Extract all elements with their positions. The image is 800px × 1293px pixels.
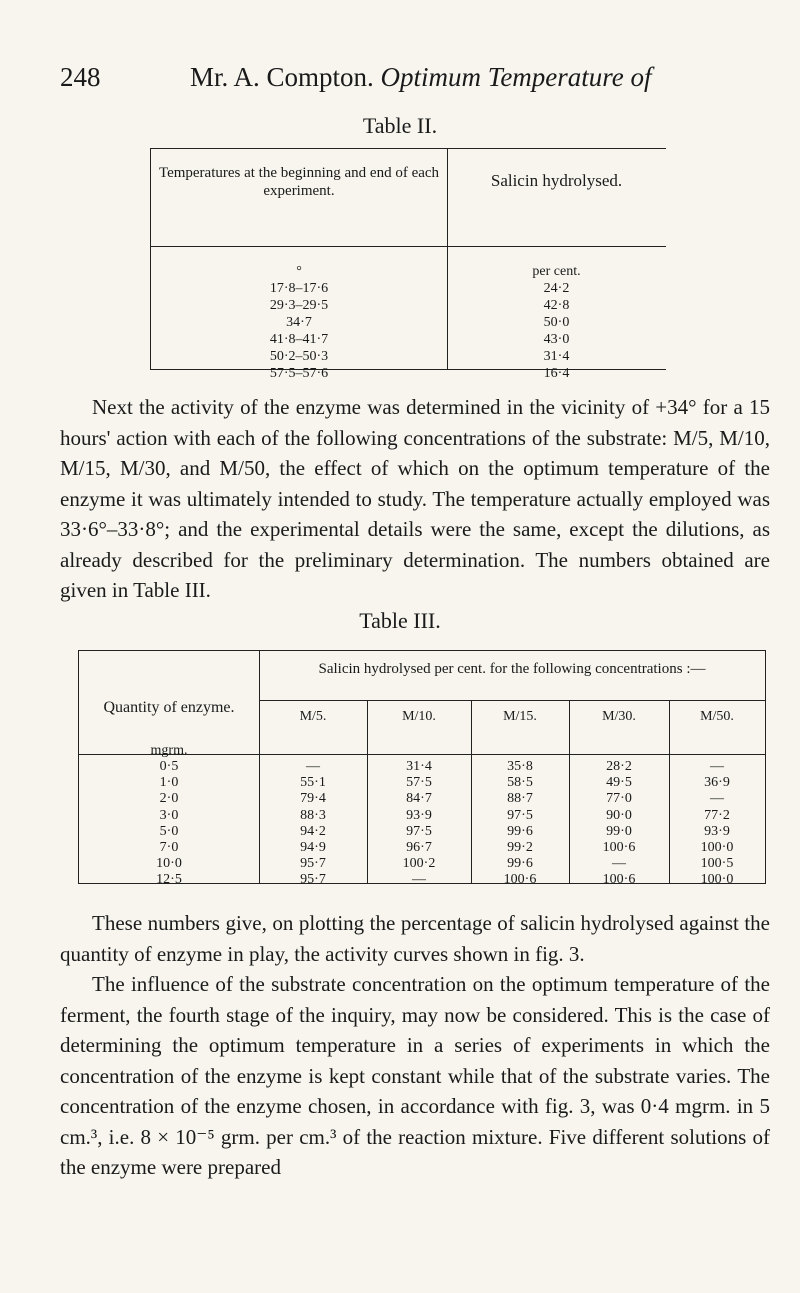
table2-col-temperatures — [151, 263, 447, 382]
table3-cell: 100·6 — [602, 872, 636, 888]
table3-cell: — — [306, 759, 320, 774]
paragraph-1-text: Next the activity of the enzyme was determined in the vicinity of +34° for a 15 hours' action with each of the following concentrations of the substrate: M/5, M/10, M/15, M/30, and M/50, the effect of which on the optimum temperature of the enzyme it was ultimately intended to study. The temperature actually employed was 33·6°–33·8°; and the experimental details were the same, except the dilutions, as already described for the preliminary determination. The numbers obtained are given in Table III. — [60, 395, 770, 602]
table2-cell: 34·7 — [286, 315, 312, 330]
table3-cell: 2·0 — [159, 791, 179, 807]
table3-cell: — — [710, 759, 724, 774]
table3-cell: 100·0 — [700, 872, 734, 888]
table2-cell: 31·4 — [543, 349, 570, 364]
table3-col-header: M/10. — [402, 709, 436, 724]
table3-cell: 88·7 — [507, 791, 533, 807]
table3-cell: 55·1 — [300, 775, 326, 791]
paragraph-2-3 — [60, 908, 770, 1183]
table3-cell: 7·0 — [159, 839, 179, 855]
table3-cell: 57·5 — [406, 775, 432, 791]
table3-cell: 93·9 — [704, 823, 730, 839]
table3-col-m5 — [259, 759, 367, 889]
table3-rule — [259, 700, 765, 701]
table3-cell: 100·2 — [402, 856, 436, 872]
table3-cell: 5·0 — [159, 823, 179, 839]
table2-cell: 24·2 — [543, 281, 570, 296]
table3-cell: 99·6 — [507, 823, 533, 839]
table3-cell: 84·7 — [406, 791, 432, 807]
table2-cell: 17·8–17·6 — [269, 281, 329, 296]
table2-cell: 16·4 — [543, 366, 570, 381]
page-header — [0, 62, 800, 102]
table2-cell: 29·3–29·5 — [269, 298, 329, 313]
table3-col-m30 — [569, 759, 669, 889]
table2-col-salicin — [447, 263, 666, 382]
table3-cell: 28·2 — [606, 759, 632, 774]
table3-cell: — — [412, 872, 426, 888]
table3-cell: 96·7 — [406, 839, 432, 855]
table2-unit-degree: ° — [296, 264, 302, 279]
table2-header-salicin: Salicin hydrolysed. — [490, 171, 623, 190]
table3-cell: 12·5 — [156, 872, 182, 888]
table3 — [78, 650, 766, 888]
table3-unit: mgrm. — [150, 743, 188, 758]
paragraph-1 — [60, 392, 770, 606]
table2-cell: 57·5–57·6 — [269, 366, 329, 381]
table2-unit-percent: per cent. — [532, 264, 581, 279]
running-head-title: Optimum Temperature of — [380, 62, 652, 92]
table2 — [150, 148, 666, 381]
table3-cell: 88·3 — [300, 807, 326, 823]
table3-cell: 97·5 — [507, 807, 533, 823]
table2-cell: 50·0 — [543, 315, 570, 330]
table3-cell: 94·2 — [300, 823, 326, 839]
table3-caption: Table III. — [359, 608, 441, 633]
table3-cell: 99·2 — [507, 839, 533, 855]
table3-cell: 35·8 — [507, 759, 533, 774]
table3-cell: 10·0 — [156, 856, 182, 872]
page-number: 248 — [60, 62, 101, 92]
table3-cell: 100·6 — [602, 839, 636, 855]
table3-cell: 90·0 — [606, 807, 632, 823]
table3-cell: 95·7 — [300, 872, 326, 888]
table3-col-header: M/30. — [602, 709, 636, 724]
table2-rule — [151, 246, 666, 247]
table3-cell: 95·7 — [300, 856, 326, 872]
table3-col-quantity — [79, 759, 259, 889]
table3-cell: 100·0 — [700, 839, 734, 855]
table2-cell: 50·2–50·3 — [269, 349, 329, 364]
table3-cell: — — [612, 856, 626, 872]
table3-cell: 31·4 — [406, 759, 432, 774]
table3-col-header: M/15. — [503, 709, 537, 724]
table3-cell: 99·6 — [507, 856, 533, 872]
table2-cell: 43·0 — [543, 332, 570, 347]
table3-col-m15 — [471, 759, 569, 889]
table3-cell: 0·5 — [159, 759, 179, 774]
table3-cell: 94·9 — [300, 839, 326, 855]
table3-cell: 79·4 — [300, 791, 326, 807]
table3-cell: 3·0 — [159, 807, 179, 823]
table3-cell: 97·5 — [406, 823, 432, 839]
running-head — [190, 62, 652, 93]
table2-cell: 42·8 — [543, 298, 570, 313]
table2-header-temperatures: Temperatures at the beginning and end of each experiment. — [158, 165, 440, 199]
table3-cell: 77·0 — [606, 791, 632, 807]
table2-caption: Table II. — [362, 113, 438, 138]
table3-col-header: M/5. — [299, 709, 327, 724]
table3-cell: 58·5 — [507, 775, 533, 791]
running-head-author: Mr. A. Compton. — [190, 62, 374, 92]
table3-cell: 1·0 — [159, 775, 179, 791]
table3-header-quantity: Quantity of enzyme. — [103, 699, 235, 716]
table3-cell: 77·2 — [704, 807, 730, 823]
table3-cell: 36·9 — [704, 775, 730, 791]
table3-cell: 100·6 — [503, 872, 537, 888]
table3-cell: 93·9 — [406, 807, 432, 823]
paragraph-2-text: These numbers give, on plotting the percentage of salicin hydrolysed against the quantity of enzyme in play, the activity curves shown in fig. 3. — [60, 911, 770, 966]
table3-col-m50 — [669, 759, 765, 889]
table3-cell: 49·5 — [606, 775, 632, 791]
table3-col-m10 — [367, 759, 471, 889]
table3-col-header: M/50. — [700, 709, 734, 724]
table3-header-span: Salicin hydrolysed per cent. for the following concentrations :— — [318, 661, 706, 677]
table2-cell: 41·8–41·7 — [269, 332, 329, 347]
paragraph-3-text: The influence of the substrate concentration on the optimum temperature of the ferment, the fourth stage of the inquiry, may now be considered. This is the case of determining the optimum temperature in a series of experiments in which the concentration of the enzyme is kept constant while that of the substrate varies. The concentration of the enzyme chosen, in accordance with fig. 3, was 0·4 mgrm. in 5 cm.³, i.e. 8 × 10⁻⁵ grm. per cm.³ of the reaction mixture. Five different solutions of the enzyme were prepared — [60, 972, 770, 1179]
table3-cell: 99·0 — [606, 823, 632, 839]
table3-cell: — — [710, 791, 724, 807]
table3-cell: 100·5 — [700, 856, 734, 872]
